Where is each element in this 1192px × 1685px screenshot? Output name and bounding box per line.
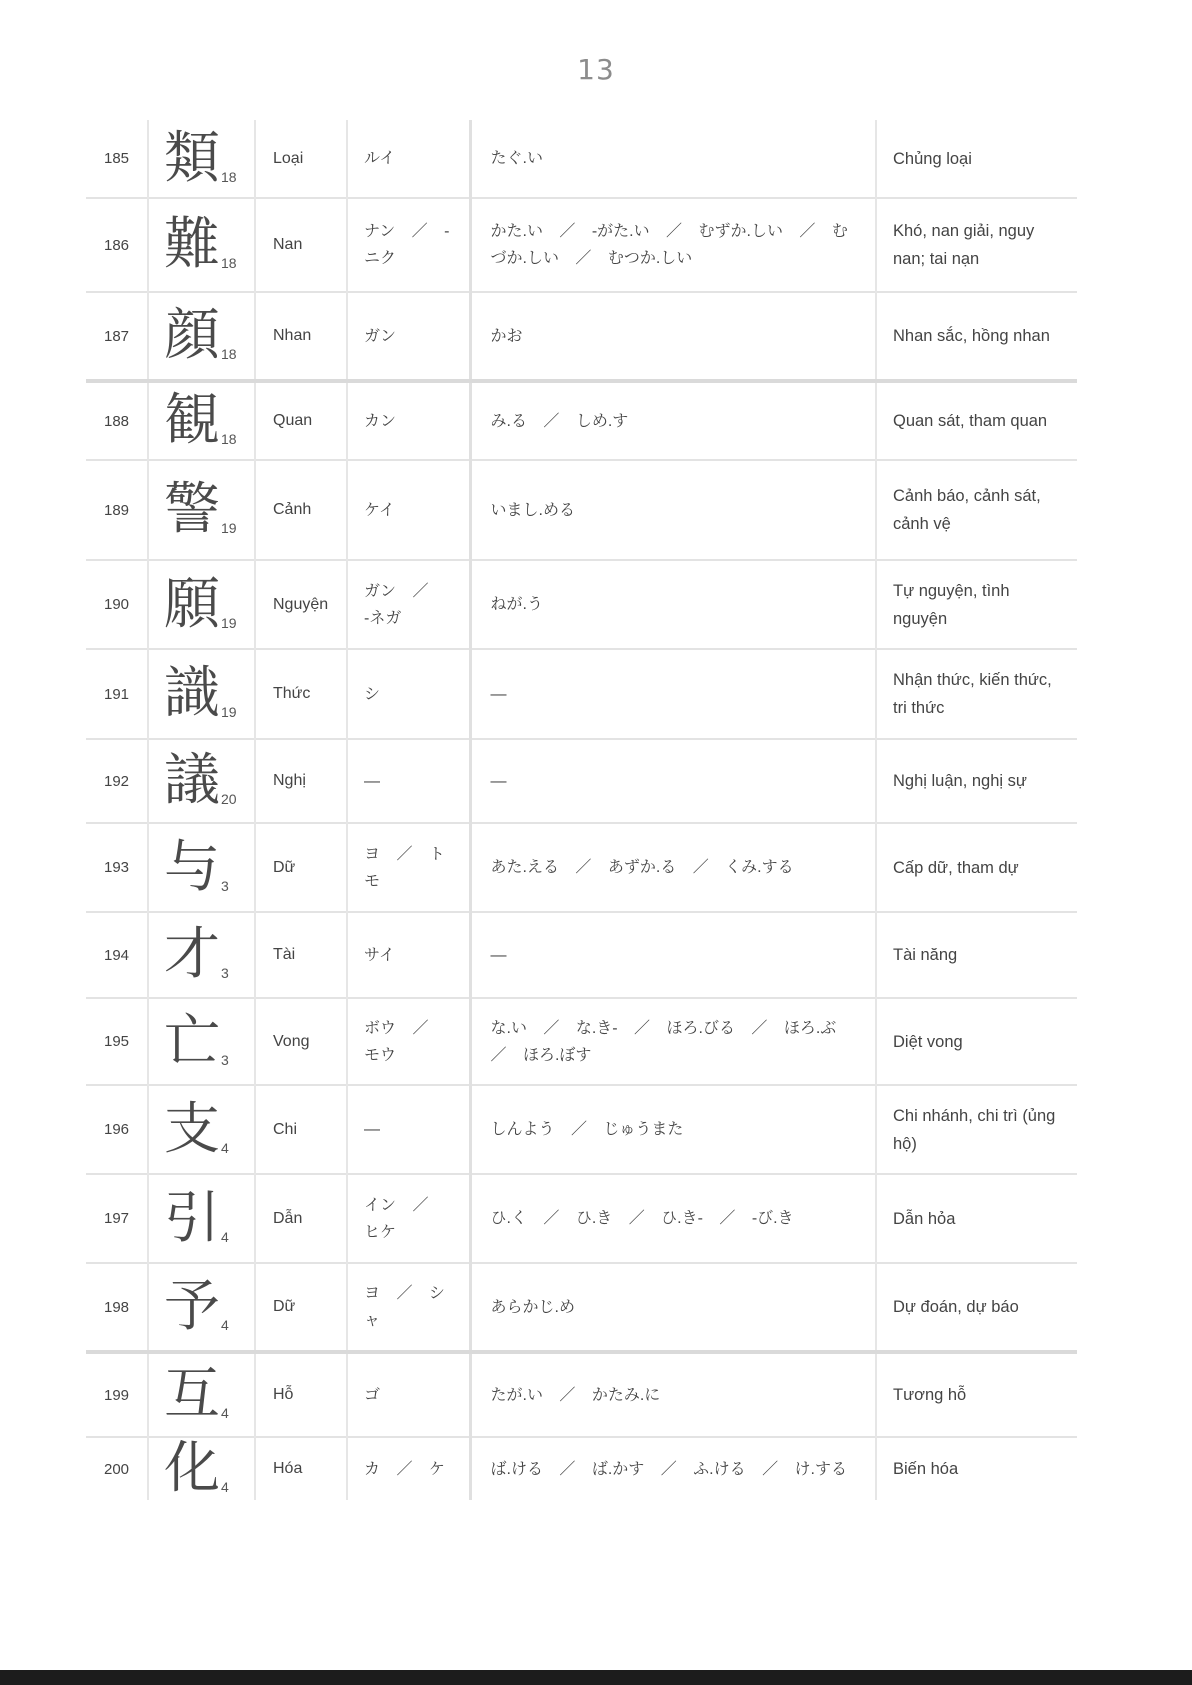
kanji-cell bbox=[148, 1437, 255, 1500]
kanji-row bbox=[86, 292, 1077, 381]
kun-reading: たが.い ／ かたみ.に bbox=[470, 1352, 876, 1437]
meaning: Tự nguyện, tình nguyện bbox=[876, 560, 1077, 649]
kanji-cell bbox=[148, 1263, 255, 1352]
on-reading: ガン ／ -ネガ bbox=[347, 560, 470, 649]
kanji-cell bbox=[148, 998, 255, 1085]
kanji-character: 願 bbox=[164, 571, 220, 637]
kanji-row bbox=[86, 649, 1077, 739]
kanji-row bbox=[86, 460, 1077, 560]
kanji-character: 観 bbox=[164, 388, 220, 453]
kanji-with-strokes bbox=[164, 661, 254, 726]
row-number: 191 bbox=[86, 649, 148, 739]
kun-reading: たぐ.い bbox=[470, 120, 876, 198]
kanji-character: 識 bbox=[164, 661, 220, 726]
kanji-cell bbox=[148, 649, 255, 739]
kun-reading: ねが.う bbox=[470, 560, 876, 649]
stroke-count: 3 bbox=[221, 965, 229, 981]
meaning: Nhan sắc, hồng nhan bbox=[876, 292, 1077, 381]
row-number: 195 bbox=[86, 998, 148, 1085]
kanji-cell bbox=[148, 823, 255, 912]
kanji-cell bbox=[148, 120, 255, 198]
on-reading: ヨ ／ トモ bbox=[347, 823, 470, 912]
kanji-row bbox=[86, 739, 1077, 823]
meaning: Chi nhánh, chi trì (ủng hộ) bbox=[876, 1085, 1077, 1174]
kanji-cell bbox=[148, 912, 255, 998]
meaning: Nghị luận, nghị sự bbox=[876, 739, 1077, 823]
on-reading: ガン bbox=[347, 292, 470, 381]
kanji-with-strokes bbox=[164, 1096, 254, 1162]
stroke-count: 4 bbox=[221, 1228, 229, 1245]
kanji-with-strokes bbox=[164, 1274, 254, 1339]
row-number: 186 bbox=[86, 198, 148, 292]
kanji-character: 警 bbox=[164, 477, 220, 542]
sino-vietnamese-reading: Vong bbox=[255, 998, 347, 1085]
on-reading: ケイ bbox=[347, 460, 470, 560]
on-reading: カ ／ ケ bbox=[347, 1437, 470, 1500]
row-number: 192 bbox=[86, 739, 148, 823]
page-number: 13 bbox=[577, 53, 615, 86]
stroke-count: 19 bbox=[221, 704, 237, 720]
kanji-row bbox=[86, 198, 1077, 292]
kanji-table bbox=[86, 120, 1077, 1500]
kanji-cell bbox=[148, 739, 255, 823]
stroke-count: 20 bbox=[221, 791, 237, 807]
on-reading: サイ bbox=[347, 912, 470, 998]
kanji-cell bbox=[148, 198, 255, 292]
kanji-row bbox=[86, 912, 1077, 998]
sino-vietnamese-reading: Quan bbox=[255, 381, 347, 460]
kun-reading: ひ.く ／ ひ.き ／ ひ.き- ／ -び.き bbox=[470, 1174, 876, 1263]
row-number: 193 bbox=[86, 823, 148, 912]
on-reading: ルイ bbox=[347, 120, 470, 198]
sino-vietnamese-reading: Nghị bbox=[255, 739, 347, 823]
on-reading: イン ／ ヒケ bbox=[347, 1174, 470, 1263]
row-number: 196 bbox=[86, 1085, 148, 1174]
kanji-cell bbox=[148, 1085, 255, 1174]
kanji-row bbox=[86, 1174, 1077, 1263]
kanji-row bbox=[86, 381, 1077, 460]
kanji-row bbox=[86, 1437, 1077, 1500]
on-reading: カン bbox=[347, 381, 470, 460]
kanji-table-body bbox=[86, 120, 1077, 1500]
kanji-cell bbox=[148, 381, 255, 460]
kun-reading: かお bbox=[470, 292, 876, 381]
meaning: Biến hóa bbox=[876, 1437, 1077, 1500]
kanji-row bbox=[86, 998, 1077, 1085]
row-number: 185 bbox=[103, 150, 130, 167]
stroke-count: 4 bbox=[221, 1317, 229, 1333]
stroke-count: 3 bbox=[221, 877, 229, 894]
kun-reading: しんよう ／ じゅうまた bbox=[470, 1085, 876, 1174]
kanji-with-strokes bbox=[164, 303, 254, 368]
kanji-character: 予 bbox=[164, 1274, 220, 1339]
kanji-character: 顔 bbox=[164, 303, 220, 368]
sino-vietnamese-reading: Loại bbox=[255, 120, 347, 198]
kanji-cell bbox=[148, 1174, 255, 1263]
sino-vietnamese-reading: Hỗ bbox=[255, 1352, 347, 1437]
kanji-character: 類 bbox=[164, 125, 220, 191]
kanji-with-strokes bbox=[164, 1362, 254, 1427]
kanji-with-strokes bbox=[164, 1437, 254, 1500]
kanji-with-strokes bbox=[164, 1008, 254, 1074]
meaning: Chủng loại bbox=[876, 120, 1077, 198]
on-reading: ボウ ／ モウ bbox=[347, 998, 470, 1085]
kun-reading: み.る ／ しめ.す bbox=[470, 381, 876, 460]
row-number: 200 bbox=[86, 1437, 148, 1500]
stroke-count: 4 bbox=[221, 1479, 229, 1495]
kun-reading: — bbox=[470, 739, 876, 823]
sino-vietnamese-reading: Thức bbox=[255, 649, 347, 739]
kanji-character: 与 bbox=[164, 834, 220, 900]
kanji-with-strokes bbox=[164, 388, 254, 453]
row-number: 194 bbox=[86, 912, 148, 998]
kanji-character: 才 bbox=[164, 922, 220, 987]
sino-vietnamese-reading: Dữ bbox=[255, 823, 347, 912]
meaning: Nhận thức, kiến thức, tri thức bbox=[876, 649, 1077, 739]
page-bottom-edge bbox=[0, 1670, 1192, 1685]
meaning: Tương hỗ bbox=[876, 1352, 1077, 1437]
kun-reading: あらかじ.め bbox=[470, 1263, 876, 1352]
kanji-character: 支 bbox=[164, 1096, 220, 1162]
kanji-with-strokes bbox=[164, 212, 254, 277]
kanji-character: 化 bbox=[164, 1437, 220, 1500]
meaning: Khó, nan giải, nguy nan; tai nạn bbox=[876, 198, 1077, 292]
kanji-row bbox=[86, 823, 1077, 912]
stroke-count: 18 bbox=[221, 255, 237, 271]
sino-vietnamese-reading: Chi bbox=[255, 1085, 347, 1174]
kanji-row bbox=[86, 120, 1077, 198]
meaning: Dẫn hỏa bbox=[876, 1174, 1077, 1263]
sino-vietnamese-reading: Nhan bbox=[255, 292, 347, 381]
kanji-character: 亡 bbox=[164, 1008, 220, 1074]
meaning: Dự đoán, dự báo bbox=[876, 1263, 1077, 1352]
on-reading: シ bbox=[347, 649, 470, 739]
row-number: 197 bbox=[86, 1174, 148, 1263]
kanji-with-strokes bbox=[164, 571, 254, 637]
kanji-row bbox=[86, 1263, 1077, 1352]
kanji-character: 引 bbox=[164, 1185, 220, 1251]
kanji-cell bbox=[148, 560, 255, 649]
row-number: 189 bbox=[86, 460, 148, 560]
stroke-count: 18 bbox=[221, 346, 237, 362]
kanji-with-strokes bbox=[164, 477, 254, 542]
kanji-with-strokes bbox=[164, 1185, 254, 1251]
sino-vietnamese-reading: Dữ bbox=[255, 1263, 347, 1352]
kanji-character: 互 bbox=[164, 1362, 220, 1427]
meaning: Tài năng bbox=[876, 912, 1077, 998]
meaning: Cảnh báo, cảnh sát, cảnh vệ bbox=[876, 460, 1077, 560]
stroke-count: 19 bbox=[221, 614, 237, 631]
on-reading: ヨ ／ シャ bbox=[347, 1263, 470, 1352]
sino-vietnamese-reading: Cảnh bbox=[255, 460, 347, 560]
on-reading: — bbox=[347, 1085, 470, 1174]
kun-reading: ば.ける ／ ば.かす ／ ふ.ける ／ け.する bbox=[470, 1437, 876, 1500]
kanji-character: 議 bbox=[164, 748, 220, 813]
kanji-cell bbox=[148, 292, 255, 381]
stroke-count: 3 bbox=[221, 1051, 229, 1068]
stroke-count: 4 bbox=[221, 1139, 229, 1156]
sino-vietnamese-reading: Dẫn bbox=[255, 1174, 347, 1263]
sino-vietnamese-reading: Hóa bbox=[255, 1437, 347, 1500]
on-reading: — bbox=[347, 739, 470, 823]
on-reading: ナン ／ -ニク bbox=[347, 198, 470, 292]
row-number: 187 bbox=[86, 292, 148, 381]
sino-vietnamese-reading: Tài bbox=[255, 912, 347, 998]
stroke-count: 19 bbox=[221, 520, 237, 536]
kanji-with-strokes bbox=[164, 922, 254, 987]
kanji-with-strokes bbox=[164, 125, 254, 191]
stroke-count: 18 bbox=[221, 431, 237, 447]
kanji-cell bbox=[148, 1352, 255, 1437]
meaning: Quan sát, tham quan bbox=[876, 381, 1077, 460]
row-number: 199 bbox=[86, 1352, 148, 1437]
kanji-row bbox=[86, 560, 1077, 649]
kanji-row bbox=[86, 1085, 1077, 1174]
on-reading: ゴ bbox=[347, 1352, 470, 1437]
kun-reading: かた.い ／ -がた.い ／ むずか.しい ／ むづか.しい ／ むつか.しい bbox=[470, 198, 876, 292]
row-number: 198 bbox=[86, 1263, 148, 1352]
sino-vietnamese-reading: Nguyện bbox=[255, 560, 347, 649]
stroke-count: 4 bbox=[221, 1405, 229, 1421]
meaning: Diệt vong bbox=[876, 998, 1077, 1085]
kanji-cell bbox=[148, 460, 255, 560]
stroke-count: 18 bbox=[221, 168, 237, 185]
meaning: Cấp dữ, tham dự bbox=[876, 823, 1077, 912]
kanji-with-strokes bbox=[164, 834, 254, 900]
row-number: 190 bbox=[86, 560, 148, 649]
kun-reading: あた.える ／ あずか.る ／ くみ.する bbox=[470, 823, 876, 912]
kun-reading: — bbox=[470, 912, 876, 998]
kun-reading: いまし.める bbox=[470, 460, 876, 560]
row-number: 188 bbox=[86, 381, 148, 460]
kun-reading: — bbox=[470, 649, 876, 739]
kun-reading: な.い ／ な.き- ／ ほろ.びる ／ ほろ.ぶ ／ ほろ.ぼす bbox=[470, 998, 876, 1085]
kanji-row bbox=[86, 1352, 1077, 1437]
sino-vietnamese-reading: Nan bbox=[255, 198, 347, 292]
kanji-with-strokes bbox=[164, 748, 254, 813]
kanji-character: 難 bbox=[164, 212, 220, 277]
